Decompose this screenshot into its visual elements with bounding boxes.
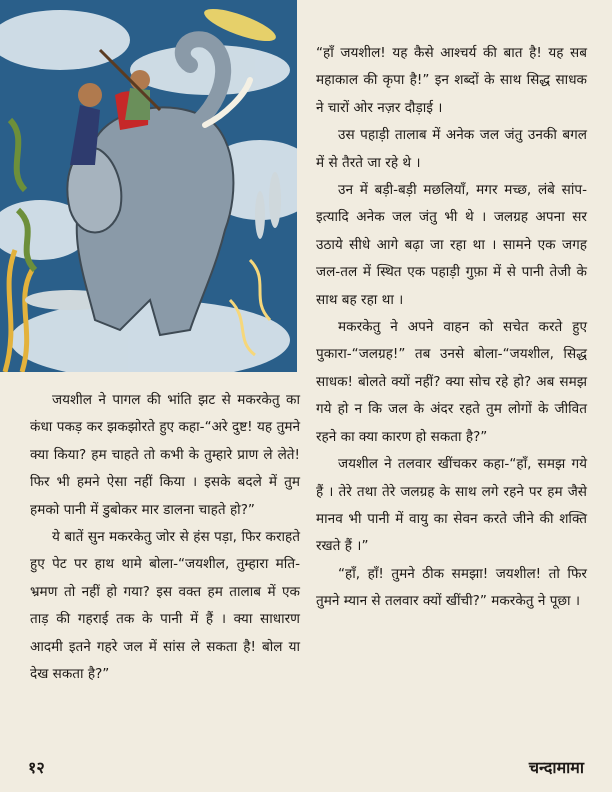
paragraph: उस पहाड़ी तालाब में अनेक जल जंतु उनकी बगल में से तैरते जा रहे थे । xyxy=(316,127,587,171)
text-column-left xyxy=(30,387,300,688)
paragraph: ये बातें सुन मकरकेतु जोर से हंस पड़ा, फिर कराहते हुए पेट पर हाथ थामे बोला-“जयशील, तुम्हारा मति-भ्रमण तो नहीं हो गया? इस वक्त हम तालाब में एक ताड़ की गहराई तक के पानी में हैं । क्या साधारण आदमी इतने गहरे जल में सांस ले सकता है! बोल या देख सकता है?” xyxy=(30,529,300,683)
page-footer xyxy=(0,752,612,782)
page-number: १२ xyxy=(28,758,45,777)
story-illustration xyxy=(0,0,297,372)
paragraph: उन में बड़ी-बड़ी मछलियाँ, मगर मच्छ, लंबे सांप-इत्यादि अनेक जल जंतु भी थे । जलग्रह अपना सर उठाये सीधे आगे बढ़ा जा रहा था । सामने एक जगह जल-तल में स्थित एक पहाड़ी गुफ़ा में से पानी तेजी के साथ बह रहा था । xyxy=(316,182,587,308)
paragraph: जयशील ने तलवार खींचकर कहा-“हाँ, समझ गये हैं । तेरे तथा तेरे जलग्रह के साथ लगे रहने पर हम जैसे मानव भी पानी में वायु का सेवन करते जीने की शक्ति रखते हैं ।” xyxy=(316,456,587,555)
paragraph: “हाँ, हाँ! तुमने ठीक समझा! जयशील! तो फिर तुमने म्यान से तलवार क्यों खींची?” मकरकेतु ने पूछा । xyxy=(316,565,587,610)
magazine-name: चन्दामामा xyxy=(528,758,584,777)
text-column-right xyxy=(316,40,587,616)
paragraph: “हाँ जयशील! यह कैसे आश्चर्य की बात है! यह सब महाकाल की कृपा है!” इन शब्दों के साथ सिद्ध साधक ने चारों ओर नज़र दौड़ाई । xyxy=(316,45,587,116)
paragraph: मकरकेतु ने अपने वाहन को सचेत करते हुए पुकारा-“जलग्रह!” तब उनसे बोला-“जयशील, सिद्ध साधक! बोलते क्यों नहीं? क्या सोच रहे हो? अब समझ गये हो न कि जल के अंदर रहते तुम लोगों के जीवित रहने का क्या कारण हो सकता है?” xyxy=(316,319,587,445)
elephant-riders-illustration xyxy=(0,0,297,372)
paragraph: जयशील ने पागल की भांति झट से मकरकेतु का कंधा पकड़ कर झकझोरते हुए कहा-“अरे दुष्ट! यह तुमने क्या किया? हम चाहते तो कभी के तुम्हारे प्राण ले लेते! फिर भी हमने ऐसा नहीं किया । इसके बदले में तुम हमको पानी में डुबोकर मार डालना चाहते हो?” xyxy=(30,392,300,518)
